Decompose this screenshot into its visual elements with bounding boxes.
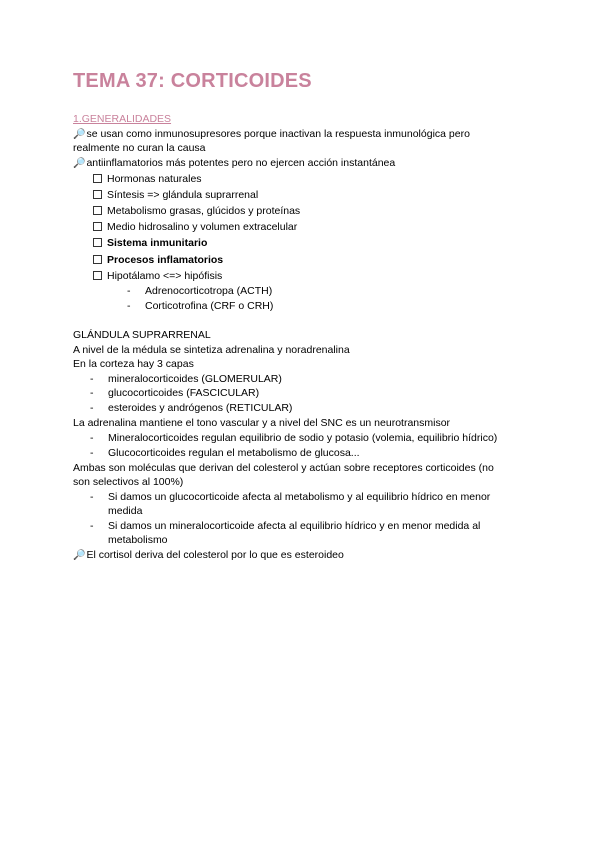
checkbox-icon <box>93 255 102 264</box>
list-item: - glucocorticoides (FASCICULAR) <box>90 387 260 399</box>
checkbox-icon <box>93 190 102 199</box>
paragraph: A nivel de la médula se sintetiza adrenalina y noradrenalina <box>73 344 350 356</box>
magnifier-icon: 🔎 <box>73 129 86 140</box>
paragraph: son selectivos al 100%) <box>73 476 184 488</box>
magnifier-icon: 🔎 <box>73 158 86 169</box>
list-item: - Si damos un mineralocorticoide afecta al equilibrio hídrico y en menor medida al <box>90 520 481 532</box>
checkbox-icon <box>93 222 102 231</box>
checkbox-icon <box>93 174 102 183</box>
paragraph: realmente no curan la causa <box>73 142 206 154</box>
checkbox-icon <box>93 238 102 247</box>
paragraph: En la corteza hay 3 capas <box>73 358 194 370</box>
checklist-item: Procesos inflamatorios <box>93 253 223 267</box>
list-item-continuation: metabolismo <box>108 534 168 546</box>
list-item: - Mineralocorticoides regulan equilibrio de sodio y potasio (volemia, equilibrio hídrico) <box>90 432 498 444</box>
page-title: TEMA 37: CORTICOIDES <box>73 70 312 92</box>
checklist-item: Metabolismo grasas, glúcidos y proteínas <box>93 204 300 218</box>
list-item: - Si damos un glucocorticoide afecta al metabolismo y al equilibrio hídrico en menor <box>90 491 491 503</box>
list-item-continuation: medida <box>108 505 143 517</box>
magnifier-icon: 🔎 <box>73 550 86 561</box>
list-item: - mineralocorticoides (GLOMERULAR) <box>90 373 282 385</box>
section-heading-glandula: GLÁNDULA SUPRARRENAL <box>73 329 211 341</box>
list-item: - esteroides y andrógenos (RETICULAR) <box>90 402 293 414</box>
checklist-item: Síntesis => glándula suprarrenal <box>93 188 258 202</box>
section-heading-generalidades[interactable]: 1.GENERALIDADES <box>73 113 172 125</box>
paragraph: 🔎se usan como inmunosupresores porque inactivan la respuesta inmunológica pero <box>73 128 470 140</box>
checkbox-icon <box>93 206 102 215</box>
paragraph: 🔎El cortisol deriva del colesterol por lo que es esteroideo <box>73 549 344 561</box>
checklist-item: Hormonas naturales <box>93 172 202 186</box>
checkbox-icon <box>93 271 102 280</box>
sub-item: - Adrenocorticotropa (ACTH) <box>127 285 273 297</box>
paragraph: Ambas son moléculas que derivan del colesterol y actúan sobre receptores corticoides (no <box>73 462 494 474</box>
checklist-item: Sistema inmunitario <box>93 236 207 250</box>
checklist-item: Hipotálamo <=> hipófisis <box>93 269 222 283</box>
list-item: - Glucocorticoides regulan el metabolismo de glucosa... <box>90 447 360 459</box>
sub-item: - Corticotrofina (CRF o CRH) <box>127 300 274 312</box>
checklist-item: Medio hidrosalino y volumen extracelular <box>93 220 297 234</box>
paragraph: La adrenalina mantiene el tono vascular y a nivel del SNC es un neurotransmisor <box>73 417 451 429</box>
paragraph: 🔎antiinflamatorios más potentes pero no ejercen acción instantánea <box>73 157 396 169</box>
